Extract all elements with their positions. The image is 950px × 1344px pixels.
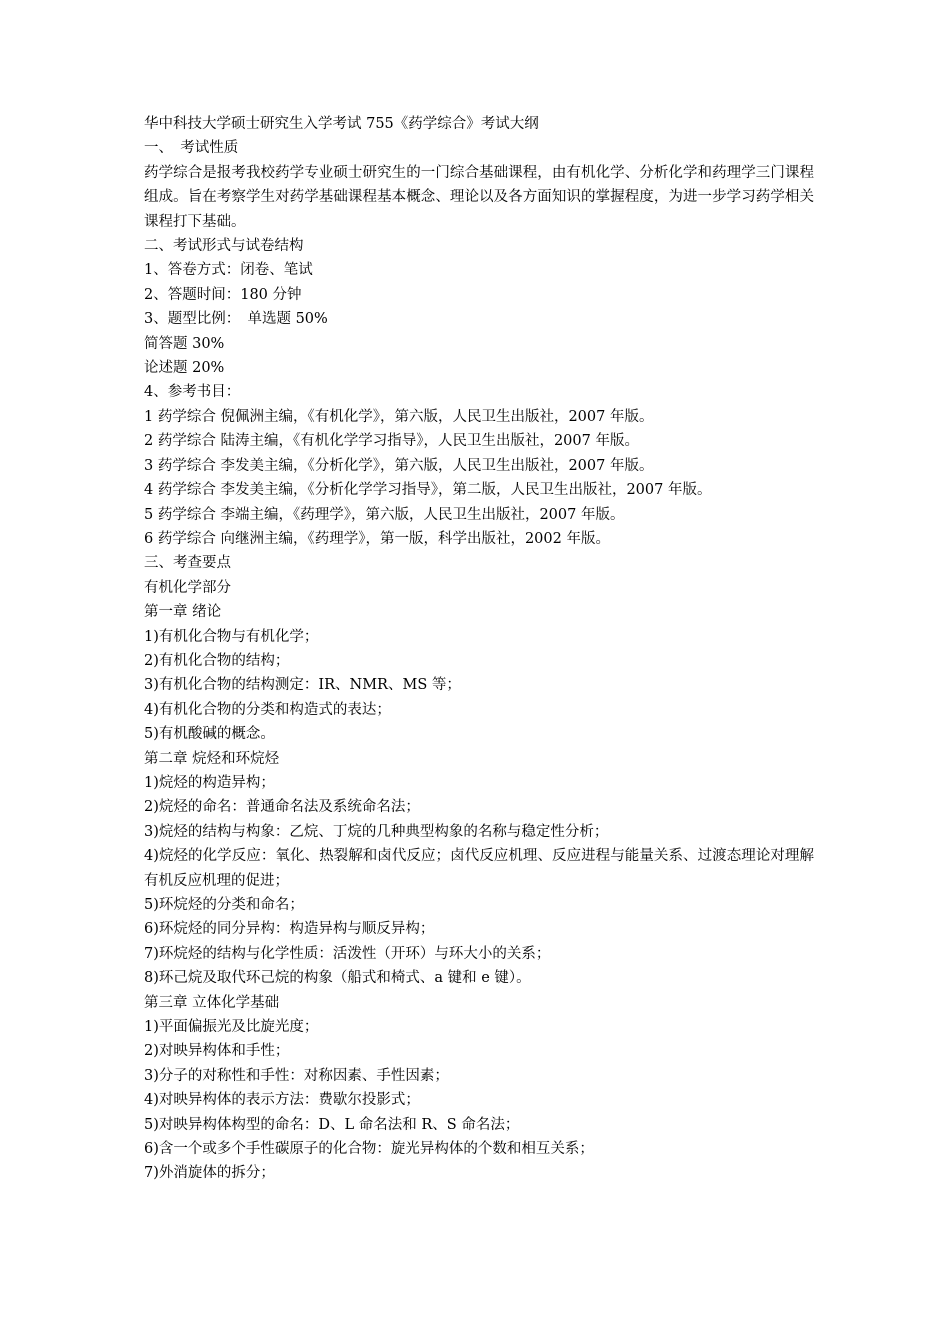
chapter-item: 3)有机化合物的结构测定：IR、NMR、MS 等；	[144, 677, 461, 694]
chapter-item: 8)环己烷及取代环己烷的构象（船式和椅式、a 键和 e 键）。	[144, 970, 531, 987]
chapter-item: 4)有机化合物的分类和构造式的表达；	[144, 701, 391, 718]
chapter-item: 3)烷烃的结构与构象：乙烷、丁烷的几种典型构象的名称与稳定性分析；	[144, 823, 609, 840]
chapter-item: 2)对映异构体和手性；	[144, 1043, 290, 1060]
section-heading-nature: 一、 考试性质	[144, 140, 239, 157]
reference-book-item: 1 药学综合 倪佩洲主编，《有机化学》，第六版，人民卫生出版社，2007 年版。	[144, 408, 654, 425]
chapter-item: 5)环烷烃的分类和命名；	[144, 897, 304, 913]
chapter-item: 5)对映异构体构型的命名：D、L 命名法和 R、S 命名法；	[144, 1116, 520, 1133]
section-heading-format: 二、考试形式与试卷结构	[144, 238, 304, 255]
section-paragraph-nature: 药学综合是报考我校药学专业硕士研究生的一门综合基础课程，由有机化学、分析化学和药理学三门课程组成。旨在考察学生对药学基础课程基本概念、理论以及各方面知识的掌握程度，为进一步学习药学相关课程打下基础。	[144, 164, 814, 230]
chapter-item: 6)含一个或多个手性碳原子的化合物：旋光异构体的个数和相互关系；	[144, 1141, 594, 1158]
document-body	[144, 112, 814, 1186]
format-item: 2、答题时间：180 分钟	[144, 286, 302, 303]
format-item: 论述题 20%	[144, 360, 225, 377]
subsection-heading-organic: 有机化学部分	[144, 579, 231, 596]
chapter-item: 1)平面偏振光及比旋光度；	[144, 1019, 319, 1036]
chapter-item: 6)环烷烃的同分异构：构造异构与顺反异构；	[144, 921, 435, 938]
reference-book-item: 2 药学综合 陆涛主编，《有机化学学习指导》，人民卫生出版社，2007 年版。	[144, 433, 639, 450]
reference-book-item: 3 药学综合 李发美主编，《分析化学》，第六版，人民卫生出版社，2007 年版。	[144, 457, 654, 474]
chapter-item: 1)有机化合物与有机化学；	[144, 628, 319, 645]
section-heading-key-points: 三、考查要点	[144, 555, 231, 572]
chapter-item: 3)分子的对称性和手性：对称因素、手性因素；	[144, 1067, 449, 1084]
chapter-item: 7)环烷烃的结构与化学性质：活泼性（开环）与环大小的关系；	[144, 945, 551, 962]
chapter-item: 4)对映异构体的表示方法：费歇尔投影式；	[144, 1092, 420, 1109]
chapter-title: 第三章 立体化学基础	[144, 994, 280, 1011]
reference-book-item: 6 药学综合 向继洲主编，《药理学》，第一版，科学出版社，2002 年版。	[144, 530, 610, 547]
chapter-item: 4)烷烃的化学反应：氧化、热裂解和卤代反应；卤代反应机理、反应进程与能量关系、过渡态理论对理解有机反应机理的促进；	[144, 848, 814, 889]
reference-book-item: 4 药学综合 李发美主编，《分析化学学习指导》，第二版，人民卫生出版社，2007 年版。	[144, 482, 712, 499]
chapter-item: 1)烷烃的构造异构；	[144, 774, 275, 791]
chapter-item: 2)烷烃的命名：普通命名法及系统命名法；	[144, 799, 420, 816]
format-item: 3、题型比例： 单选题 50%	[144, 311, 328, 328]
format-item: 4、参考书目：	[144, 384, 241, 401]
chapter-title: 第一章 绪论	[144, 604, 222, 621]
chapter-item: 2)有机化合物的结构；	[144, 652, 290, 669]
document-title: 华中科技大学硕士研究生入学考试 755《药学综合》考试大纲	[144, 116, 539, 132]
format-item: 1、答卷方式：闭卷、笔试	[144, 262, 313, 279]
reference-book-item: 5 药学综合 李端主编，《药理学》，第六版，人民卫生出版社，2007 年版。	[144, 506, 625, 523]
chapter-item: 5)有机酸碱的概念。	[144, 726, 275, 743]
chapter-title: 第二章 烷烃和环烷烃	[144, 750, 280, 767]
chapter-item: 7)外消旋体的拆分；	[144, 1165, 275, 1182]
format-item: 简答题 30%	[144, 335, 225, 352]
